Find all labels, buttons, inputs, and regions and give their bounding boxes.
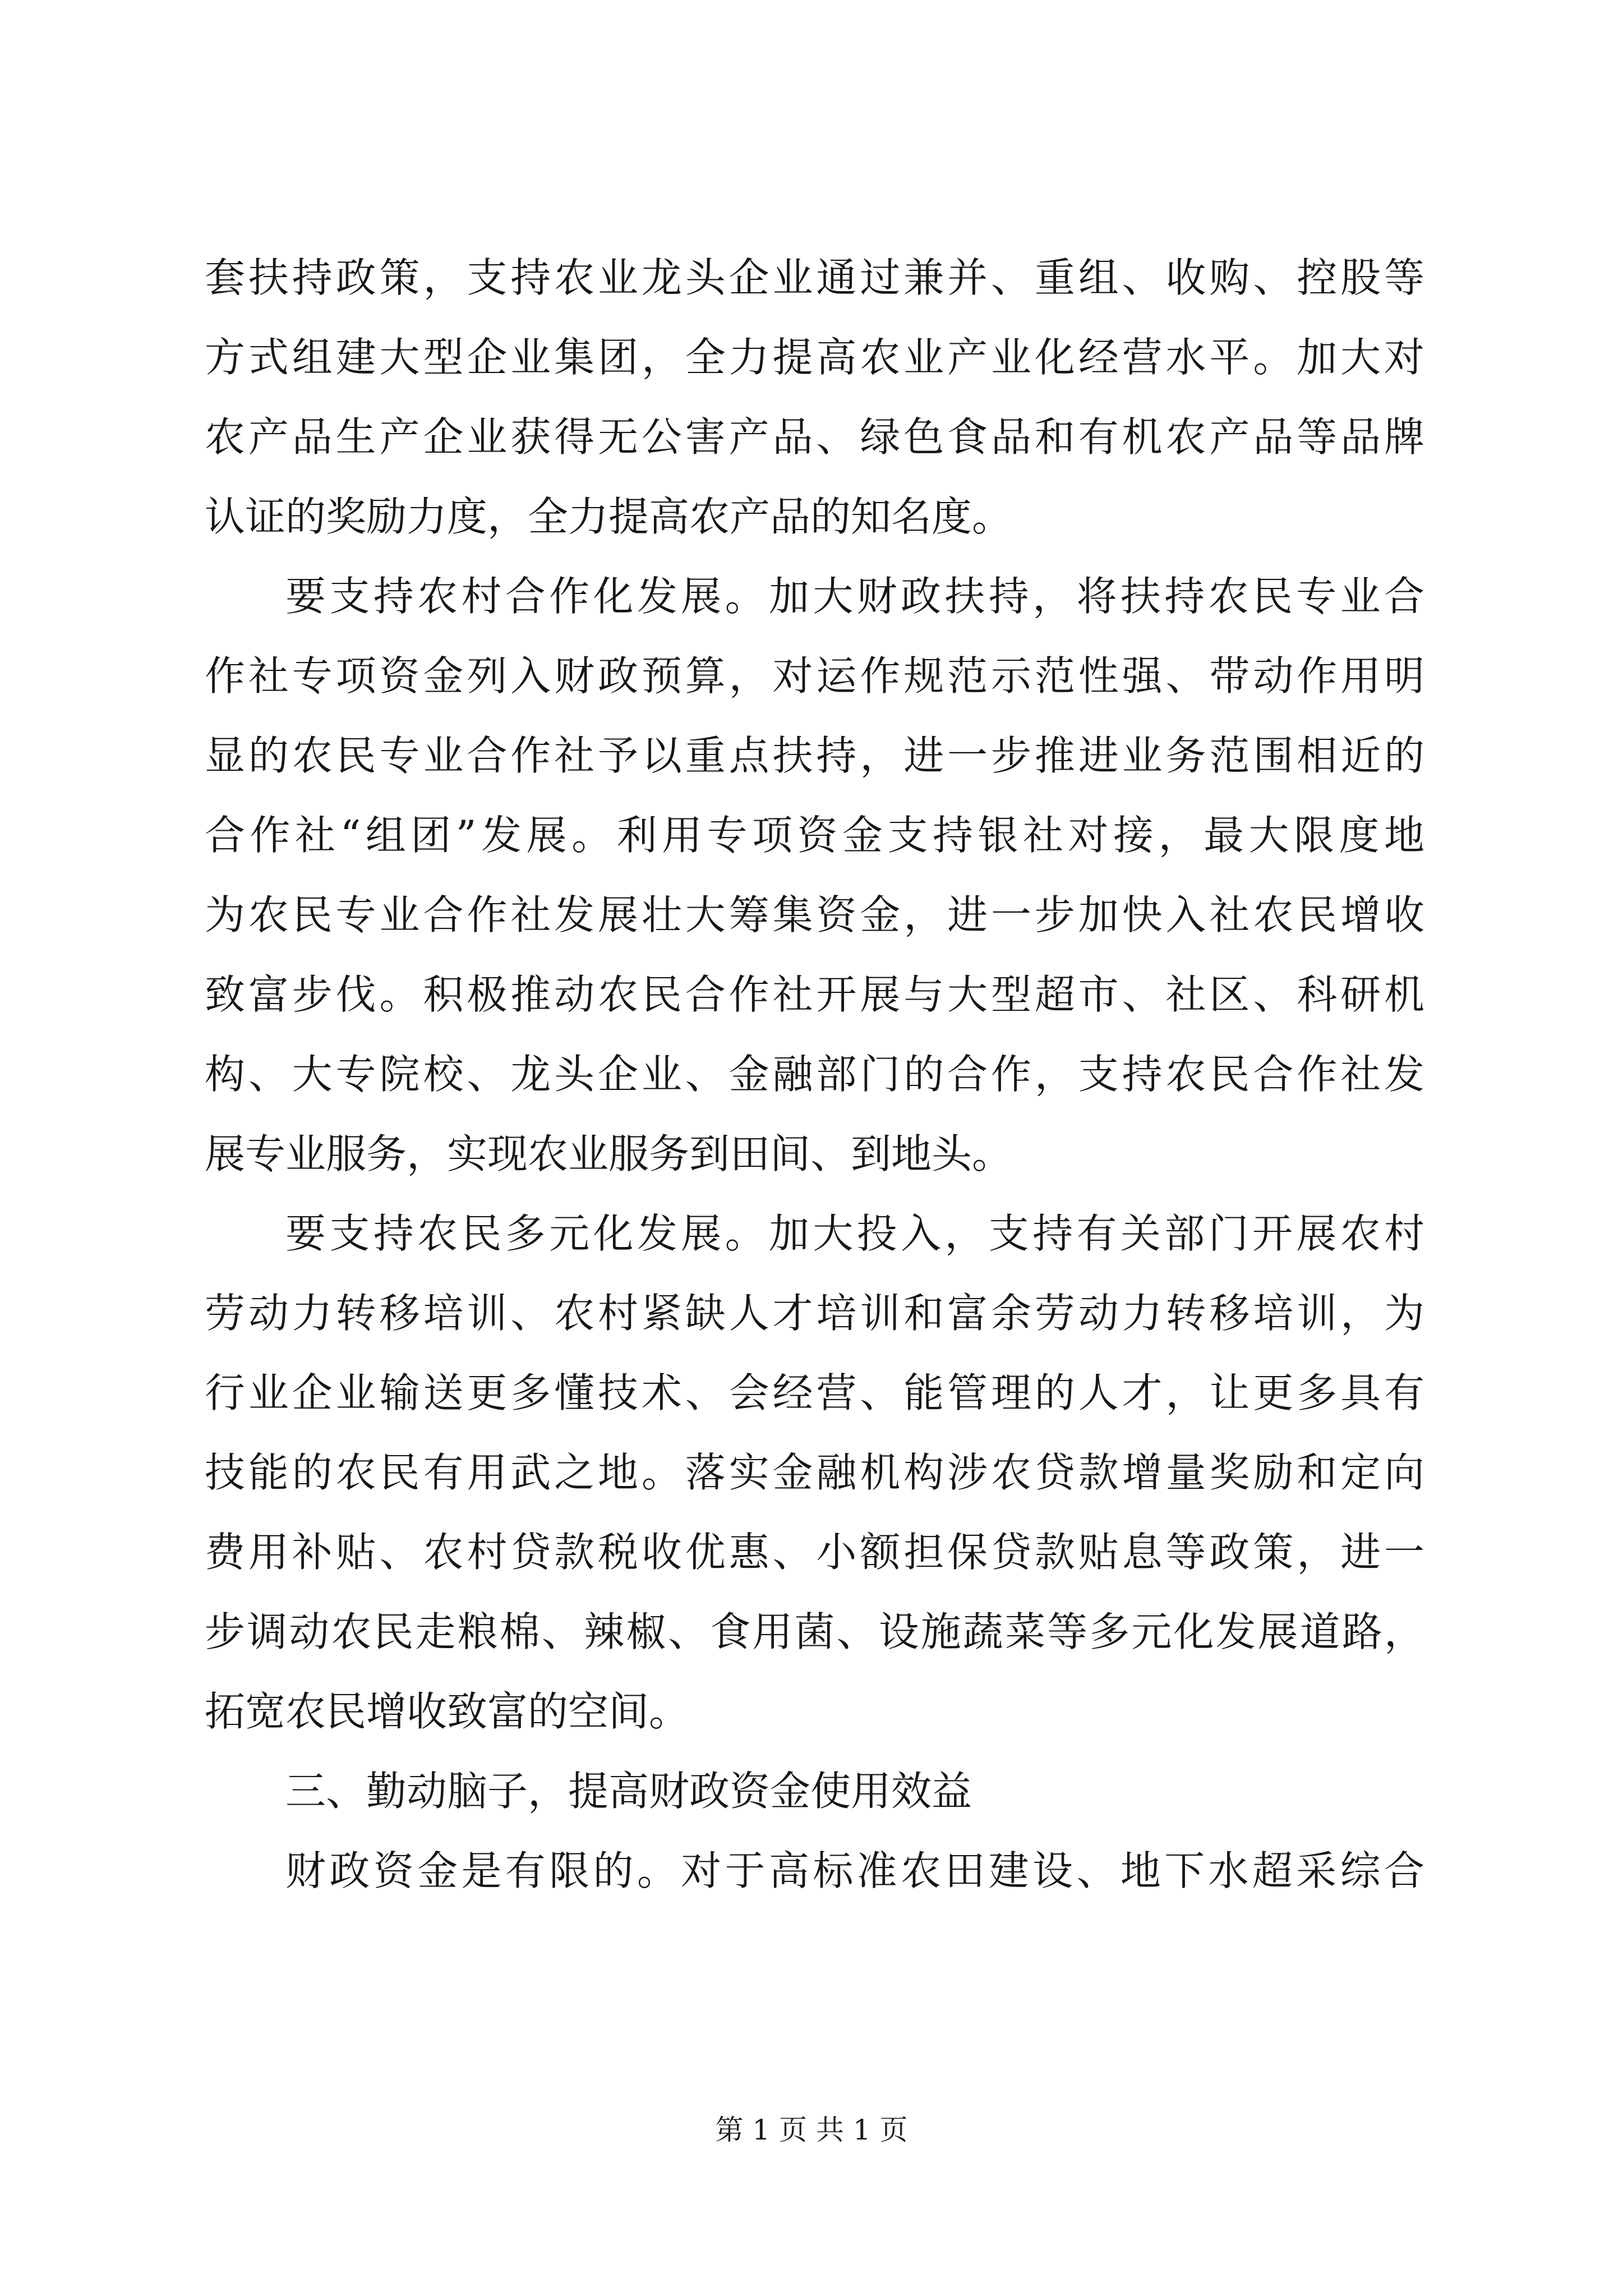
text-line: 拓宽农民增收致富的空间。 xyxy=(205,1688,690,1735)
text-line: 步调动农民走粮棉、辣椒、食用菌、设施蔬菜等多元化发展道路， xyxy=(205,1608,1424,1655)
text-line: 致富步伐。积极推动农民合作社开展与大型超市、社区、科研机 xyxy=(205,971,1424,1018)
paragraph-start-line: 要支持农村合作化发展。加大财政扶持，将扶持农民专业合 xyxy=(285,573,1424,620)
text-line: 构、大专院校、龙头企业、金融部门的合作，支持农民合作社发 xyxy=(205,1051,1424,1098)
text-line: 认证的奖励力度，全力提高农产品的知名度。 xyxy=(205,493,1013,540)
section-heading: 三、勤动脑子，提高财政资金使用效益 xyxy=(285,1768,972,1815)
text-line: 作社专项资金列入财政预算，对运作规范示范性强、带动作用明 xyxy=(205,652,1424,700)
text-line: 为农民专业合作社发展壮大筹集资金，进一步加快入社农民增收 xyxy=(205,891,1424,938)
text-line: 合作社“组团”发展。利用专项资金支持银社对接，最大限度地 xyxy=(205,812,1424,859)
text-line: 显的农民专业合作社予以重点扶持，进一步推进业务范围相近的 xyxy=(205,732,1424,779)
text-line: 套扶持政策，支持农业龙头企业通过兼并、重组、收购、控股等 xyxy=(205,254,1424,301)
paragraph-start-line: 财政资金是有限的。对于高标准农田建设、地下水超采综合 xyxy=(285,1847,1424,1894)
page-footer: 第 1 页 共 1 页 xyxy=(715,2114,908,2146)
text-line: 技能的农民有用武之地。落实金融机构涉农贷款增量奖励和定向 xyxy=(205,1449,1424,1496)
text-line: 方式组建大型企业集团，全力提高农业产业化经营水平。加大对 xyxy=(205,334,1424,381)
text-line: 费用补贴、农村贷款税收优惠、小额担保贷款贴息等政策，进一 xyxy=(205,1529,1424,1576)
text-line: 行业企业输送更多懂技术、会经营、能管理的人才，让更多具有 xyxy=(205,1369,1424,1416)
text-line: 劳动力转移培训、农村紧缺人才培训和富余劳动力转移培训，为 xyxy=(205,1290,1424,1337)
text-line: 展专业服务，实现农业服务到田间、到地头。 xyxy=(205,1130,1013,1177)
paragraph-start-line: 要支持农民多元化发展。加大投入，支持有关部门开展农村 xyxy=(285,1210,1424,1257)
text-line: 农产品生产企业获得无公害产品、绿色食品和有机农产品等品牌 xyxy=(205,413,1424,461)
